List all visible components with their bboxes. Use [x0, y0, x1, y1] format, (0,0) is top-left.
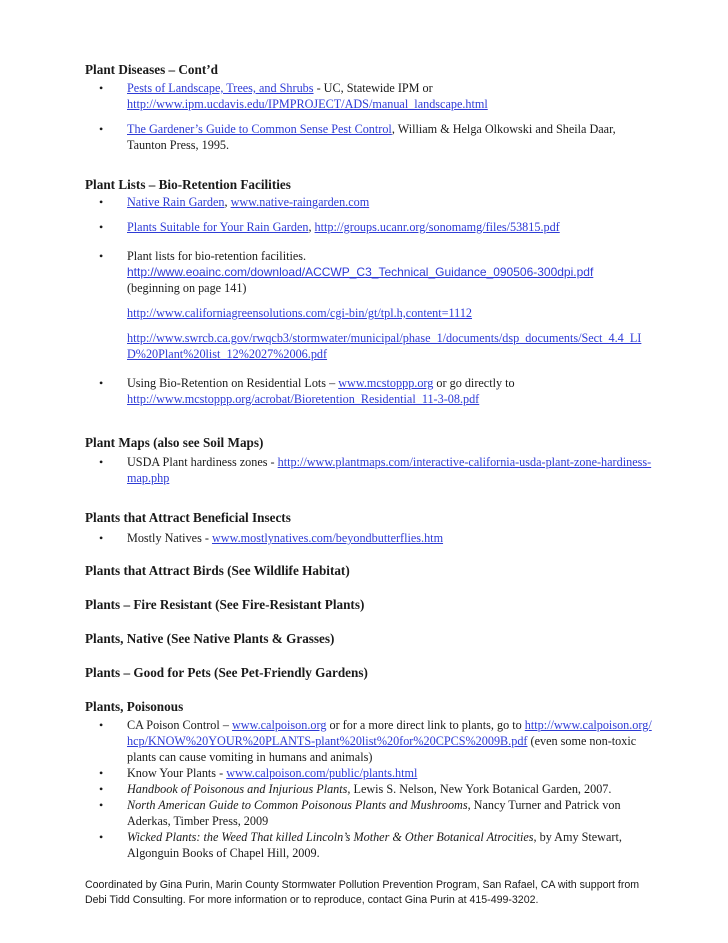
bullet-icon: •: [99, 376, 104, 390]
list-item: • The Gardener’s Guide to Common Sense Pest Control, William & Helga Olkowski and Sheila Daar, Taunton Press, 1995.: [99, 122, 616, 152]
bullet-icon: •: [99, 766, 104, 780]
bullet-list: [85, 717, 655, 861]
url-link[interactable]: http://www.swrcb.ca.gov/rwqcb3/stormwater/municipal/phase_1/documents/dsp_documents/Sect_4.4_LID%20Plant%20list_12%2027%2006.pdf: [127, 331, 642, 361]
list-item: • North American Guide to Common Poisonous Plants and Mushrooms, Nancy Turner and Patrick von Aderkas, Timber Press, 2009: [99, 798, 621, 828]
document-page: [85, 62, 655, 861]
bullet-icon: •: [99, 782, 104, 796]
section-heading: Plants – Good for Pets (See Pet-Friendly Gardens): [85, 665, 368, 680]
bullet-icon: •: [99, 195, 104, 209]
url-link[interactable]: http://www.ipm.ucdavis.edu/IPMPROJECT/ADS/manual_landscape.html: [127, 97, 488, 111]
bullet-icon: •: [99, 531, 104, 545]
section-plant-diseases: [85, 62, 655, 153]
list-item: • Using Bio-Retention on Residential Lots – www.mcstoppp.org or go directly to http://www.mcstoppp.org/acrobat/Bioretention_Residential_11-3-08.pdf: [99, 376, 515, 406]
bullet-list: [85, 194, 655, 296]
bullet-list: [85, 80, 655, 153]
section-beneficial-insects: [85, 510, 655, 546]
url-link[interactable]: www.mcstoppp.org: [338, 376, 434, 390]
url-link[interactable]: http://groups.ucanr.org/sonomamg/files/53815.pdf: [314, 220, 560, 234]
url-link[interactable]: http://www.mcstoppp.org/acrobat/Bioretention_Residential_11-3-08.pdf: [127, 392, 480, 406]
section-plant-maps: [85, 435, 655, 486]
list-item: • Wicked Plants: the Weed That killed Lincoln’s Mother & Other Botanical Atrocities, by Amy Stewart, Algonguin Books of Chapel Hill, 2009.: [99, 830, 622, 860]
book-title: North American Guide to Common Poisonous Plants and Mushrooms,: [127, 798, 471, 812]
section-heading: Plants, Native (See Native Plants & Grasses): [85, 631, 335, 646]
bullet-icon: •: [99, 81, 104, 95]
section-heading: Plants that Attract Beneficial Insects: [85, 510, 291, 525]
resource-link[interactable]: Native Rain Garden: [127, 195, 225, 209]
resource-link[interactable]: Plants Suitable for Your Rain Garden: [127, 220, 309, 234]
bullet-list: [85, 530, 655, 546]
list-item: • USDA Plant hardiness zones - http://www.plantmaps.com/interactive-california-usda-plant-zone-hardiness-map.php: [99, 455, 652, 485]
section-heading: Plant Lists – Bio-Retention Facilities: [85, 177, 291, 192]
url-link[interactable]: www.calpoison.org: [231, 718, 327, 732]
resource-link[interactable]: The Gardener’s Guide to Common Sense Pest Control: [127, 122, 392, 136]
list-item: • Pests of Landscape, Trees, and Shrubs - UC, Statewide IPM or http://www.ipm.ucdavis.edu/IPMPROJECT/ADS/manual_landscape.html: [99, 81, 488, 111]
bullet-icon: •: [99, 718, 104, 732]
url-link[interactable]: www.calpoison.com/public/plants.html: [226, 766, 418, 780]
book-title: Wicked Plants: the Weed That killed Lincoln’s Mother & Other Botanical Atrocities: [127, 830, 534, 844]
url-link[interactable]: http://www.plantmaps.com/interactive-california-usda-plant-zone-hardiness-map.php: [127, 455, 652, 485]
section-heading: Plants that Attract Birds (See Wildlife Habitat): [85, 563, 350, 578]
section-heading: Plant Maps (also see Soil Maps): [85, 435, 264, 450]
list-item: • Plant lists for bio-retention facilities. http://www.eoainc.com/download/ACCWP_C3_Technical_Guidance_090506-300dpi.pdf (beginning on page 141): [99, 249, 594, 295]
bullet-list: [85, 454, 655, 486]
list-item: • Mostly Natives - www.mostlynatives.com/beyondbutterflies.htm: [99, 531, 444, 545]
book-title: Handbook of Poisonous and Injurious Plants: [127, 782, 348, 796]
url-paragraph: [85, 330, 655, 362]
url-link[interactable]: http://www.eoainc.com/download/ACCWP_C3_Technical_Guidance_090506-300dpi.pdf: [127, 265, 594, 279]
section-heading: Plant Diseases – Cont’d: [85, 62, 218, 77]
list-item: • CA Poison Control – www.calpoison.org or for a more direct link to plants, go to http://www.calpoison.org/hcp/KNOW%20YOUR%20PLANTS-plant%20list%20for%20CPCS%2009B.pdf (even some non-toxic plants can cause vomiting in humans and animals): [99, 718, 652, 764]
section-heading: Plants, Poisonous: [85, 699, 184, 714]
resource-link[interactable]: Pests of Landscape, Trees, and Shrubs: [127, 81, 314, 95]
bullet-icon: •: [99, 220, 104, 234]
bullet-icon: •: [99, 830, 104, 844]
list-item: • Handbook of Poisonous and Injurious Plants, Lewis S. Nelson, New York Botanical Garden, 2007.: [99, 782, 612, 796]
url-link[interactable]: http://www.californiagreensolutions.com/cgi-bin/gt/tpl.h,content=1112: [127, 306, 473, 320]
list-item: • Plants Suitable for Your Rain Garden, http://groups.ucanr.org/sonomamg/files/53815.pdf: [99, 220, 560, 234]
page-footer: Coordinated by Gina Purin, Marin County Stormwater Pollution Prevention Program, San Rafael, CA with support from Debi Tidd Consulting. For more information or to reproduce, contact Gina Purin at 415-499-3202.: [85, 879, 640, 906]
url-paragraph: [85, 305, 655, 321]
section-poisonous-plants: [85, 699, 655, 861]
bullet-list: [85, 375, 655, 407]
list-item: • Know Your Plants - www.calpoison.com/public/plants.html: [99, 766, 418, 780]
bullet-icon: •: [99, 455, 104, 469]
list-item: • Native Rain Garden, www.native-raingarden.com: [99, 195, 370, 209]
bullet-icon: •: [99, 798, 104, 812]
bullet-icon: •: [99, 122, 104, 136]
url-link[interactable]: http://www.calpoison.org/hcp/KNOW%20YOUR%20PLANTS-plant%20list%20for%20CPCS%2009B.pdf: [127, 718, 652, 748]
bullet-icon: •: [99, 249, 104, 263]
url-link[interactable]: www.native-raingarden.com: [230, 195, 370, 209]
section-bio-retention: [85, 177, 655, 407]
url-link[interactable]: www.mostlynatives.com/beyondbutterflies.htm: [211, 531, 444, 545]
section-heading: Plants – Fire Resistant (See Fire-Resistant Plants): [85, 597, 365, 612]
